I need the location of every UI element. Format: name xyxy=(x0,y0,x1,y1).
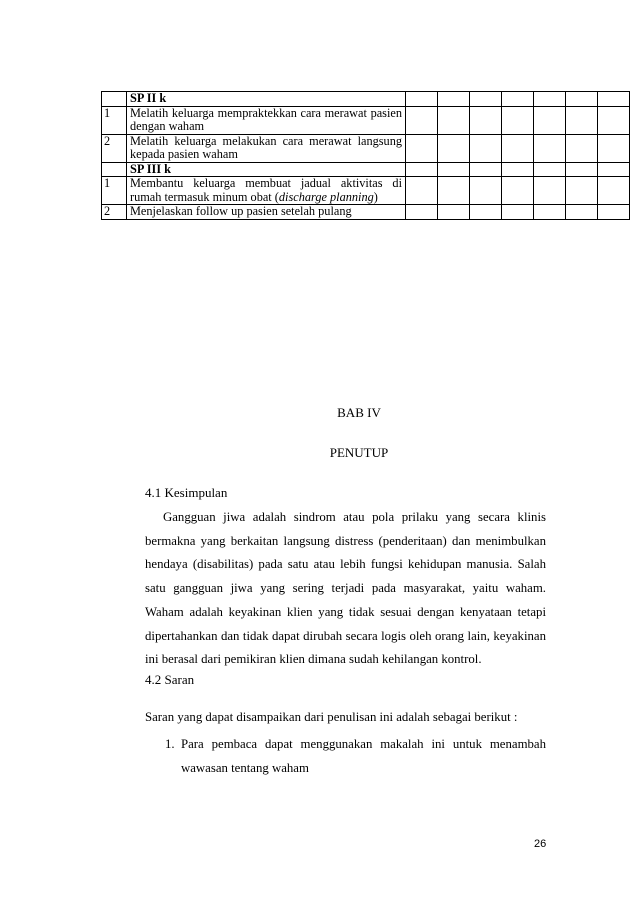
check-cell xyxy=(438,106,470,134)
row-number: 2 xyxy=(102,205,127,220)
row-number: 2 xyxy=(102,134,127,162)
row-number xyxy=(102,92,127,107)
saran-intro: Saran yang dapat disampaikan dari penulisan ini adalah sebagai berikut : xyxy=(145,710,518,724)
check-cell xyxy=(566,92,598,107)
check-cell xyxy=(438,134,470,162)
check-cell xyxy=(406,162,438,177)
check-cell xyxy=(566,134,598,162)
check-cell xyxy=(438,162,470,177)
check-cell xyxy=(406,106,438,134)
table-row xyxy=(102,92,630,107)
check-cell xyxy=(566,205,598,220)
check-cell xyxy=(438,177,470,205)
check-cell xyxy=(470,205,502,220)
row-text-main: Membantu keluarga membuat jadual aktivitas di rumah termasuk minum obat ( xyxy=(130,176,402,204)
row-text: SP III k xyxy=(127,162,406,177)
list-item xyxy=(165,733,546,780)
check-cell xyxy=(438,92,470,107)
check-cell xyxy=(502,92,534,107)
chapter-title: PENUTUP xyxy=(329,445,389,460)
row-text-close: ) xyxy=(373,189,378,204)
check-cell xyxy=(502,162,534,177)
check-cell xyxy=(534,205,566,220)
table-row xyxy=(102,162,630,177)
check-cell xyxy=(470,134,502,162)
row-number: 1 xyxy=(102,106,127,134)
check-cell xyxy=(406,92,438,107)
table-row xyxy=(102,205,630,220)
check-cell xyxy=(502,205,534,220)
check-cell xyxy=(534,134,566,162)
check-cell xyxy=(470,177,502,205)
check-cell xyxy=(566,177,598,205)
chapter-label: BAB IV xyxy=(337,405,381,420)
row-text-italic: discharge planning xyxy=(278,189,374,204)
check-cell xyxy=(502,177,534,205)
check-cell xyxy=(598,177,630,205)
check-cell xyxy=(438,205,470,220)
sp-table xyxy=(101,91,630,220)
row-text: Melatih keluarga melakukan cara merawat langsung kepada pasien waham xyxy=(127,134,406,162)
row-text xyxy=(127,177,406,205)
check-cell xyxy=(598,162,630,177)
check-cell xyxy=(566,162,598,177)
table-row xyxy=(102,106,630,134)
kesimpulan-paragraph xyxy=(145,506,546,672)
table-row xyxy=(102,177,630,205)
check-cell xyxy=(566,106,598,134)
check-cell xyxy=(598,92,630,107)
row-text: SP II k xyxy=(127,92,406,107)
check-cell xyxy=(406,134,438,162)
check-cell xyxy=(406,177,438,205)
row-text: Melatih keluarga mempraktekkan cara merawat pasien dengan waham xyxy=(127,106,406,134)
kesimpulan-text: Gangguan jiwa adalah sindrom atau pola prilaku yang secara klinis bermakna yang berkaitan langsung distress (penderitaan) dan menimbulkan hendaya (disabilitas) pada satu atau lebih fungsi kehidupan manusia. Salah satu gangguan jiwa yang sering terjadi pada masyarakat, yaitu waham. Waham adalah keyakinan klien yang tidak sesuai dengan kenyataan tetapi dipertahankan dan tidak dapat dirubah secara logis oleh orang lain, keyakinan ini berasal dari pemikiran klien dimana sudah kehilangan kontrol. xyxy=(145,510,546,667)
check-cell xyxy=(406,205,438,220)
check-cell xyxy=(598,205,630,220)
check-cell xyxy=(534,177,566,205)
saran-list xyxy=(165,733,546,780)
section-heading-saran: 4.2 Saran xyxy=(145,672,195,687)
row-number xyxy=(102,162,127,177)
row-number: 1 xyxy=(102,177,127,205)
check-cell xyxy=(534,92,566,107)
section-heading-kesimpulan: 4.1 Kesimpulan xyxy=(145,485,228,500)
table-row xyxy=(102,134,630,162)
check-cell xyxy=(534,162,566,177)
list-item-number: 1. xyxy=(165,737,175,751)
row-text: Menjelaskan follow up pasien setelah pulang xyxy=(127,205,406,220)
check-cell xyxy=(470,162,502,177)
check-cell xyxy=(470,92,502,107)
check-cell xyxy=(534,106,566,134)
page-number: 26 xyxy=(534,838,547,850)
check-cell xyxy=(598,106,630,134)
check-cell xyxy=(502,106,534,134)
check-cell xyxy=(598,134,630,162)
list-item-text: Para pembaca dapat menggunakan makalah ini untuk menambah wawasan tentang waham xyxy=(181,737,546,775)
check-cell xyxy=(502,134,534,162)
check-cell xyxy=(470,106,502,134)
